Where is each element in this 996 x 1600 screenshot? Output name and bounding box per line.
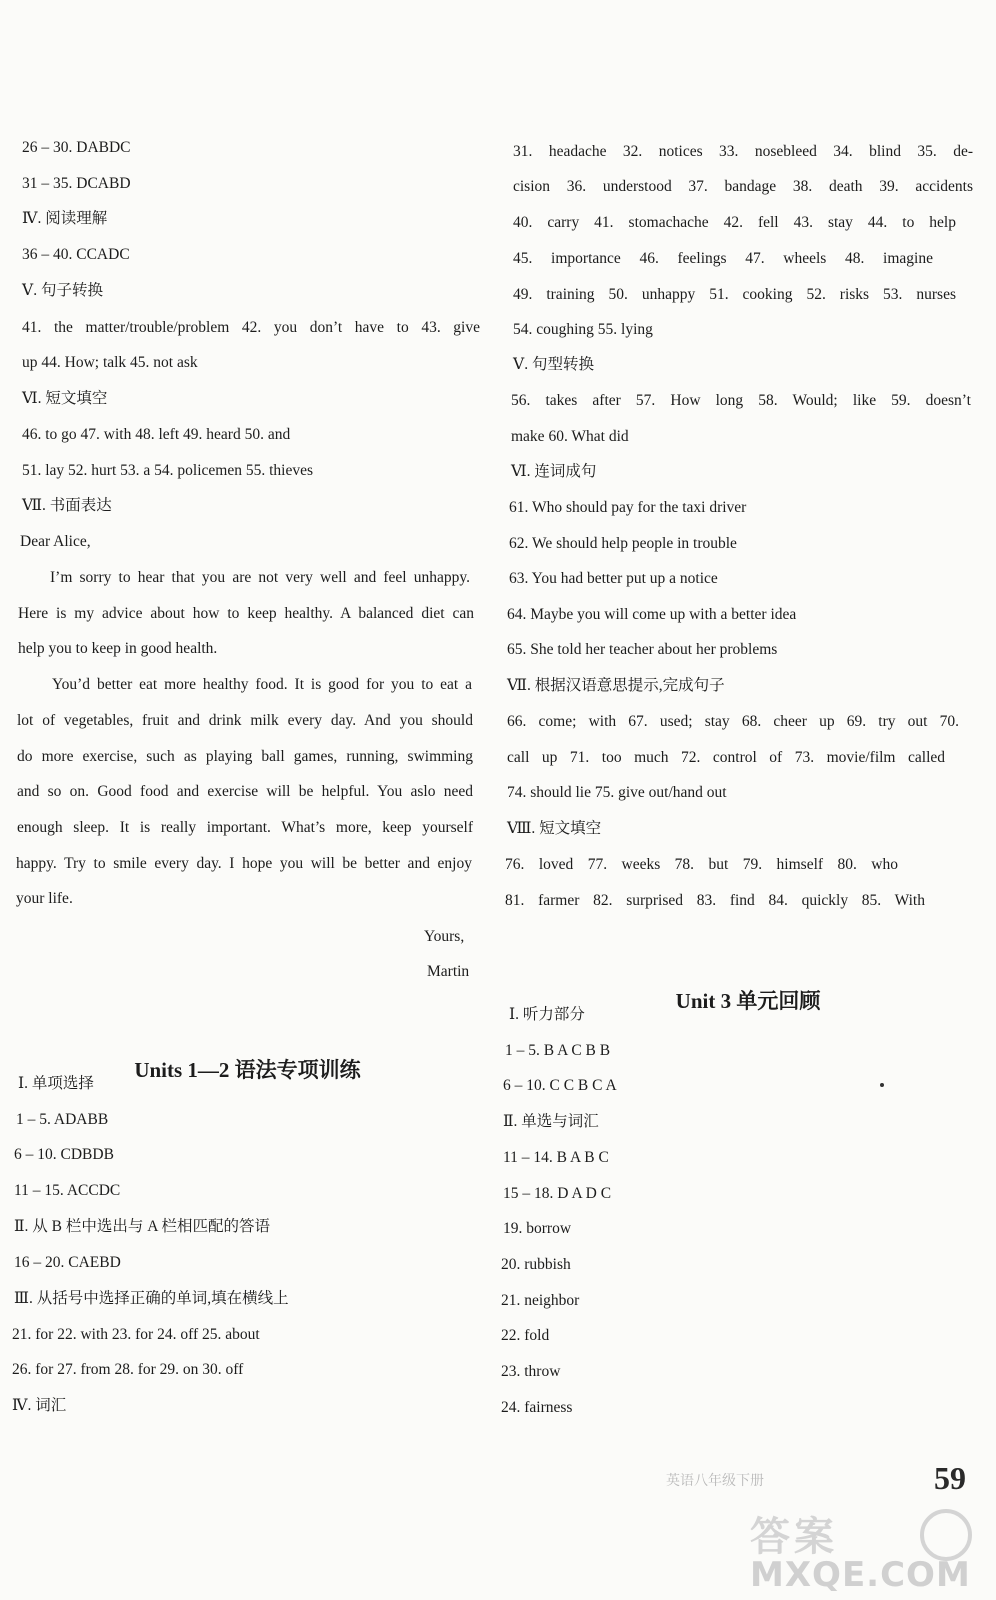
text-line: 51. lay 52. hurt 53. a 54. policemen 55. thieves — [22, 462, 313, 479]
text-line: 15 – 18. D A D C — [503, 1185, 612, 1202]
letter-line: do more exercise, such as playing ball games, running, swimming — [17, 748, 473, 765]
section-heading: Ⅲ. 从括号中选择正确的单词,填在横线上 — [14, 1290, 289, 1307]
text-line: 21. neighbor — [501, 1292, 580, 1309]
section-heading: Ⅴ. 句子转换 — [22, 282, 103, 299]
text-line: 31 – 35. DCABD — [22, 175, 131, 192]
text-line: 64. Maybe you will come up with a better idea — [507, 606, 797, 623]
section-heading: Ⅱ. 单选与词汇 — [503, 1113, 599, 1130]
unit-3-heading: Unit 3 单元回顾 — [675, 989, 821, 1013]
text-line: 6 – 10. CDBDB — [14, 1146, 114, 1163]
watermark-bottom-text: MXQE.COM — [750, 1555, 971, 1595]
text-line: 16 – 20. CAEBD — [14, 1254, 121, 1271]
text-line: 21. for 22. with 23. for 24. off 25. about — [12, 1326, 260, 1343]
text-line: 63. You had better put up a notice — [509, 570, 718, 587]
text-line: 6 – 10. C C B C A — [503, 1077, 617, 1094]
text-line: 65. She told her teacher about her problems — [507, 641, 778, 658]
letter-line: help you to keep in good health. — [18, 640, 218, 657]
section-heading: Ⅰ. 单项选择 — [18, 1075, 94, 1092]
text-line: cision 36. understood 37. bandage 38. death 39. accidents — [513, 178, 973, 195]
text-line: 26. for 27. from 28. for 29. on 30. off — [12, 1361, 244, 1378]
section-heading: Ⅳ. 词汇 — [12, 1397, 67, 1414]
letter-line: and so on. Good food and exercise will be helpful. You aslo need — [17, 783, 473, 800]
watermark-logo — [750, 1505, 985, 1597]
text-line: 19. borrow — [503, 1220, 572, 1237]
text-line: 46. to go 47. with 48. left 49. heard 50. and — [22, 426, 291, 443]
text-line: 76. loved 77. weeks 78. but 79. himself 80. who — [505, 856, 898, 873]
text-line: 11 – 15. ACCDC — [14, 1182, 121, 1199]
text-line: 20. rubbish — [501, 1256, 571, 1273]
section-heading: Ⅱ. 从 B 栏中选出与 A 栏相匹配的答语 — [14, 1218, 270, 1235]
letter-line: Here is my advice about how to keep healthy. A balanced diet can — [18, 605, 474, 622]
section-heading: Ⅵ. 连词成句 — [511, 463, 597, 480]
text-line: 61. Who should pay for the taxi driver — [509, 499, 747, 516]
text-line: 1 – 5. B A C B B — [505, 1042, 611, 1059]
section-heading: Ⅵ. 短文填空 — [22, 390, 108, 407]
text-line: up 44. How; talk 45. not ask — [22, 354, 198, 371]
letter-closing: Yours, — [424, 928, 465, 945]
text-line: 81. farmer 82. surprised 83. find 84. quickly 85. With — [505, 892, 925, 909]
text-line: 1 – 5. ADABB — [16, 1111, 109, 1128]
text-line: 54. coughing 55. lying — [513, 321, 653, 338]
text-line: 26 – 30. DABDC — [22, 139, 131, 156]
text-line: 41. the matter/trouble/problem 42. you don’t have to 43. give — [22, 319, 480, 336]
text-line: 24. fairness — [501, 1399, 573, 1416]
letter-signature: Martin — [427, 963, 470, 980]
text-line: 11 – 14. B A B C — [503, 1149, 609, 1166]
text-line: 36 – 40. CCADC — [22, 246, 130, 263]
letter-line: happy. Try to smile every day. I hope you will be better and enjoy — [16, 855, 472, 872]
letter-line: enough sleep. It is really important. What’s more, keep yourself — [17, 819, 473, 836]
text-line: call up 71. too much 72. control of 73. movie/film called — [507, 749, 945, 766]
text-line: 74. should lie 75. give out/hand out — [507, 784, 727, 801]
watermark-top-text: 答案 — [750, 1514, 838, 1560]
units-1-2-heading: Units 1—2 语法专项训练 — [134, 1058, 361, 1082]
letter-line: lot of vegetables, fruit and drink milk every day. And you should — [17, 712, 473, 729]
watermark-circle-icon — [920, 1509, 972, 1561]
text-line: 31. headache 32. notices 33. nosebleed 34. blind 35. de- — [513, 143, 973, 160]
letter-salutation: Dear Alice, — [20, 533, 91, 550]
section-heading: Ⅶ. 根据汉语意思提示,完成句子 — [507, 677, 725, 694]
text-line: 23. throw — [501, 1363, 561, 1380]
footer-subject: 英语八年级下册 — [666, 1473, 764, 1489]
page-number: 59 — [934, 1460, 966, 1496]
text-line: 40. carry 41. stomachache 42. fell 43. stay 44. to help — [513, 214, 956, 231]
text-line: 56. takes after 57. How long 58. Would; like 59. doesn’t — [511, 392, 971, 409]
section-heading: Ⅳ. 阅读理解 — [22, 210, 108, 227]
letter-line: your life. — [16, 890, 73, 907]
letter-line: You’d better eat more healthy food. It is good for you to eat a — [52, 676, 472, 693]
section-heading: Ⅰ. 听力部分 — [509, 1006, 585, 1023]
text-line: 49. training 50. unhappy 51. cooking 52. risks 53. nurses — [513, 286, 956, 303]
section-heading: Ⅴ. 句型转换 — [513, 356, 594, 373]
text-line: 62. We should help people in trouble — [509, 535, 737, 552]
letter-line: I’m sorry to hear that you are not very well and feel unhappy. — [50, 569, 470, 586]
text-line: 66. come; with 67. used; stay 68. cheer up 69. try out 70. — [507, 713, 959, 730]
section-heading: Ⅷ. 短文填空 — [507, 820, 602, 837]
ink-dot — [880, 1083, 884, 1087]
text-line: 22. fold — [501, 1327, 550, 1344]
section-heading: Ⅶ. 书面表达 — [22, 497, 112, 514]
text-line: 45. importance 46. feelings 47. wheels 48. imagine — [513, 250, 933, 267]
text-line: make 60. What did — [511, 428, 629, 445]
